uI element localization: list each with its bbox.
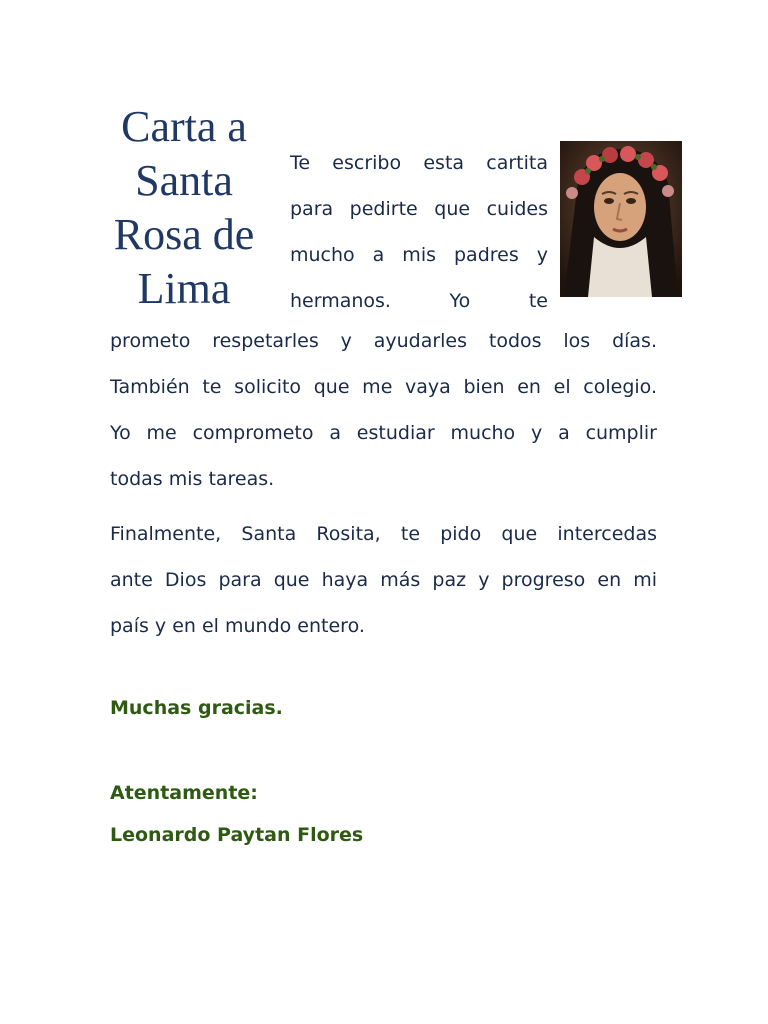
paragraph-line: prometo respetarles y ayudarles todos los días. <box>110 330 657 352</box>
title-line: Lima <box>137 264 231 313</box>
intro-line: Te escribo esta cartita <box>290 152 548 174</box>
thanks-text: Muchas gracias. <box>110 697 283 719</box>
saint-portrait-image <box>560 141 682 297</box>
paragraph-line: ante Dios para que haya más paz y progreso en mi <box>110 569 657 591</box>
paragraph-promises <box>110 318 657 502</box>
paragraph-line: Yo me comprometo a estudiar mucho y a cumplir <box>110 422 657 444</box>
intro-line: mucho a mis padres y <box>290 244 548 266</box>
paragraph-line: todas mis tareas. <box>110 468 275 490</box>
signature-name: Leonardo Paytan Flores <box>110 824 364 846</box>
paragraph-line: También te solicito que me vaya bien en el colegio. <box>110 376 657 398</box>
regards-text: Atentamente: <box>110 782 258 804</box>
title-line: Santa <box>135 156 233 205</box>
portrait-illustration <box>560 141 682 297</box>
intro-text <box>290 140 548 324</box>
paragraph-line: Finalmente, Santa Rosita, te pido que intercedas <box>110 523 657 545</box>
intro-line: para pedirte que cuides <box>290 198 548 220</box>
letter-title <box>104 100 264 316</box>
paragraph-line: país y en el mundo entero. <box>110 615 365 637</box>
intro-line: hermanos. Yo te <box>290 290 548 312</box>
title-line: Rosa de <box>113 210 255 259</box>
title-line: Carta a <box>121 102 247 151</box>
paragraph-request <box>110 511 657 649</box>
